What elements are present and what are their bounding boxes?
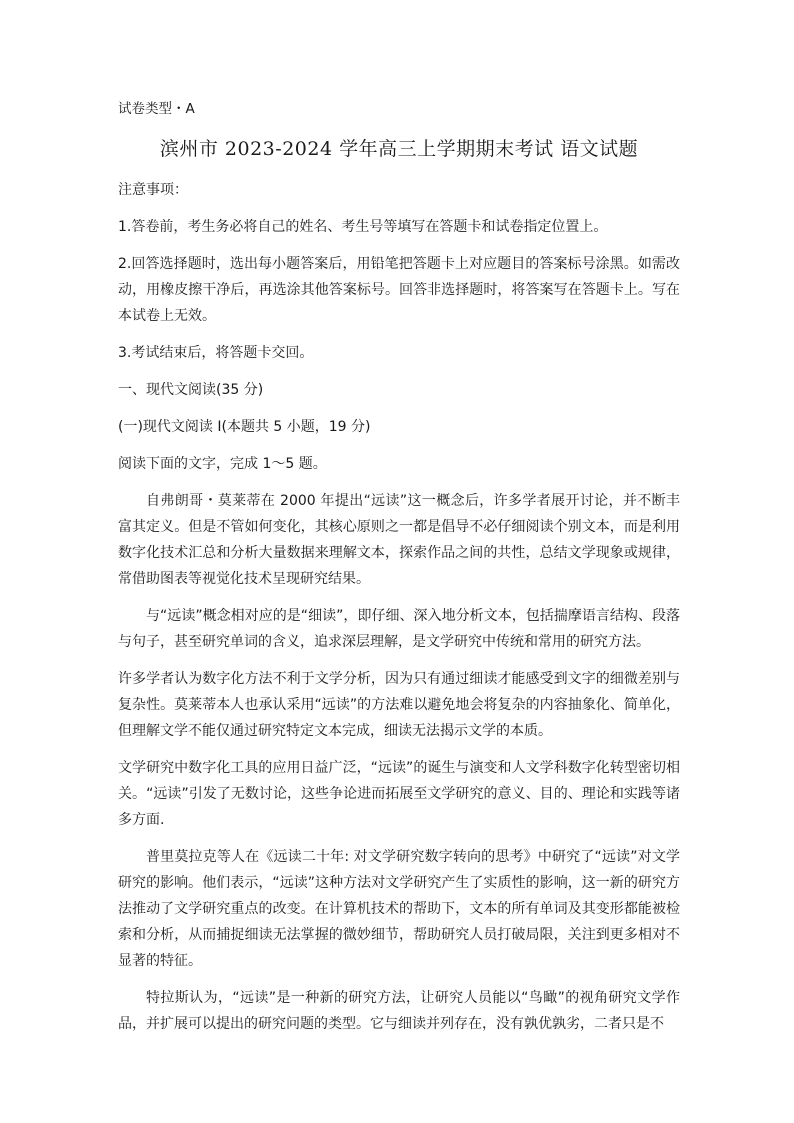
exam-type-label: 试卷类型・A [118, 101, 195, 117]
page-title: 滨州市 2023-2024 学年高三上学期期末考试 语文试题 [159, 138, 639, 160]
page-content [118, 96, 680, 1048]
notice-item-1: 1.答卷前，考生务必将自己的姓名、考生号等填写在答题卡和试卷指定位置上。 [118, 219, 608, 235]
notice-heading: 注意事项： [118, 182, 188, 198]
passage-paragraph-5: 普里莫拉克等人在《远读二十年: 对文学研究数字转向的思考》中研究了“远读”对文学研究的影响。他们表示，“远读”这种方法对文学研究产生了实质性的影响，这一新的研究方法推动了文学研究重点的改变。在计算机技术的帮助下，文本的所有单词及其变形都能被检索和分析，从而捕捉细读无法掌握的微妙细节，帮助研究人员打破局限，关注到更多相对不显著的特征。 [118, 849, 680, 969]
notice-item-3: 3.考试结束后，将答题卡交回。 [118, 345, 314, 361]
passage-paragraph-4: 文学研究中数字化工具的应用日益广泛，“远读”的诞生与演变和人文学科数字化转型密切相关。“远读”引发了无数讨论，这些争论进而拓展至文学研究的意义、目的、理论和实践等诸多方面. [118, 760, 680, 828]
reading-instruction: 阅读下面的文字，完成 1～5 题。 [118, 456, 327, 472]
passage-paragraph-1: 自弗朗哥・莫莱蒂在 2000 年提出“远读”这一概念后，许多学者展开讨论，并不断丰富其定义。但是不管如何变化，其核心原则之一都是倡导不必仔细阅读个别文本，而是利用数字化技术汇总和分析大量数据来理解文本，探索作品之间的共性，总结文学现象或规律，常借助图表等视觉化技术呈现研究结果。 [118, 493, 680, 587]
passage-paragraph-2: 与“远读”概念相对应的是“细读”，即仔细、深入地分析文本，包括揣摩语言结构、段落与句子，甚至研究单词的含义，追求深层理解，是文学研究中传统和常用的研究方法。 [118, 608, 680, 650]
section-heading: 一、现代文阅读(35 分) [118, 382, 264, 398]
passage-paragraph-6: 特拉斯认为，“远读”是一种新的研究方法，让研究人员能以“鸟瞰”的视角研究文学作品，并扩展可以提出的研究问题的类型。它与细读并列存在，没有孰优孰劣，二者只是不 [118, 990, 680, 1032]
passage-paragraph-3: 许多学者认为数字化方法不利于文学分析，因为只有通过细读才能感受到文字的细微差别与复杂性。莫莱蒂本人也承认采用“远读”的方法难以避免地会将复杂的内容抽象化、简单化，但理解文学不能仅通过研究特定文本完成，细读无法揭示文学的本质。 [118, 671, 680, 739]
section-subheading: (一)现代文阅读 I(本题共 5 小题，19 分) [118, 419, 371, 435]
notice-item-2: 2.回答选择题时，选出每小题答案后，用铅笔把答题卡上对应题目的答案标号涂黑。如需改动，用橡皮擦干净后，再选涂其他答案标号。回答非选择题时，将答案写在答题卡上。写在本试卷上无效。 [118, 256, 680, 324]
